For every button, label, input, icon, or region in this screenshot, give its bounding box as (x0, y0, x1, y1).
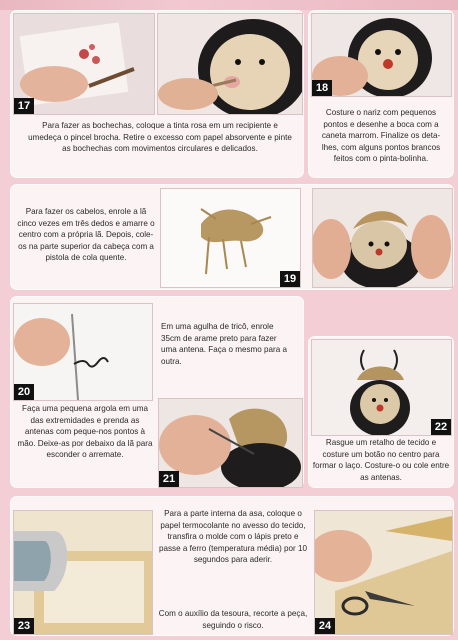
step-23-photo (13, 510, 153, 635)
step-19-number: 19 (280, 271, 300, 287)
step-17-photo-left (13, 13, 155, 115)
step-22-number: 22 (431, 419, 451, 435)
step-17-photo-right (157, 13, 303, 115)
step-17-panel (10, 10, 304, 178)
step-21-number: 21 (159, 471, 179, 487)
step-20-21-panel (10, 296, 304, 488)
step-24-text: Com o auxílio da tesoura, recorte a peça, seguindo o risco. (158, 609, 308, 630)
step-22-panel (308, 336, 454, 488)
step-20-number: 20 (14, 384, 34, 400)
step-17-text: Para fazer as bochechas, coloque a tinta rosa em um recipiente e umedeça o pincel brocha. Retire o excesso com papel absorvente e pinte as bochechas com movimentos circulares e delicados. (28, 121, 292, 154)
step-20-photo (13, 303, 153, 401)
step-18-photo (311, 13, 452, 97)
step-19-text: Para fazer os cabelos, enrole a lã cinco vezes em três dedos e amarre o centro com a própria lã. Depois, cole-os na parte superior da cabeça com a pistola de cola quente. (17, 207, 155, 263)
step-20-text: Em uma agulha de tricô, enrole 35cm de arame preto para fazer uma antena. Faça o mesmo para a outra. (161, 322, 287, 366)
step-23-number: 23 (14, 618, 34, 634)
page-top-edge (0, 0, 458, 10)
step-24-number: 24 (315, 618, 335, 634)
step-24-photo (314, 510, 453, 635)
step-17-number: 17 (14, 98, 34, 114)
step-21-photo (158, 398, 303, 488)
step-23-24-panel (10, 496, 454, 636)
step-19-panel (10, 184, 454, 290)
step-19-photo (160, 188, 301, 288)
step-18-number: 18 (312, 80, 332, 96)
step-23-text: Para a parte interna da asa, coloque o papel termocolante no avesso do tecido, transfira o molde com o lápis preto e passe a ferro (temperatura média) por 10 segundos para aderir. (158, 509, 307, 565)
step-18-panel (308, 10, 454, 178)
step-22-photo (311, 339, 452, 436)
step-22-text: Rasgue um retalho de tecido e costure um botão no centro para formar o laço. Costure-o ou cole entre as antenas. (312, 438, 450, 482)
step-21-text: Faça uma pequena argola em uma das extremidades e prenda as antenas com peque-nos pontos à mão. Deixe-as por debaixo da lã para esconder o arremate. (17, 404, 153, 460)
step-18-text: Costure o nariz com pequenos pontos e desenhe a boca com a caneta marrom. Finalize os deta-lhes, com alguns pontos brancos feitos com o pinta-bolinha. (321, 108, 441, 164)
step-19-photo-2 (312, 188, 453, 288)
